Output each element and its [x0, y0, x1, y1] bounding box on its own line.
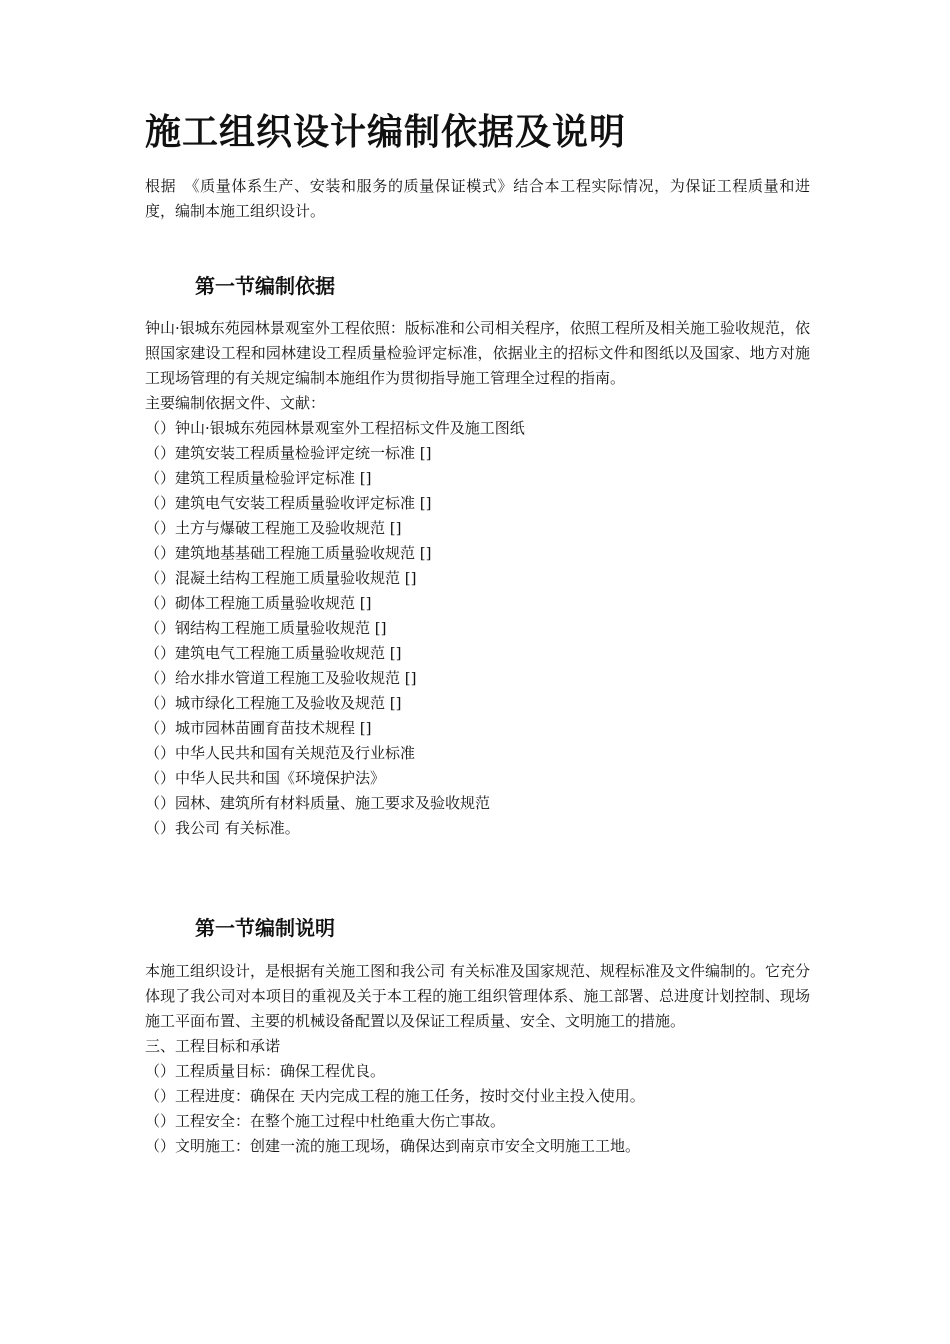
- goals-heading: 三、工程目标和承诺: [145, 1037, 281, 1055]
- list-item: （）建筑电气工程施工质量验收规范 []: [145, 644, 402, 662]
- list-item: （）钢结构工程施工质量验收规范 []: [145, 619, 387, 637]
- list-item: （）建筑安装工程质量检验评定统一标准 []: [145, 444, 432, 462]
- list-item: （）文明施工：创建一流的施工现场，确保达到南京市安全文明施工工地。: [145, 1137, 641, 1155]
- intro-block: [145, 174, 810, 224]
- basis-reference-list: [145, 416, 810, 841]
- list-item: （）中华人民共和国有关规范及行业标准: [145, 744, 416, 762]
- section-heading-basis: 第一节编制依据: [195, 274, 335, 298]
- list-item: （）建筑工程质量检验评定标准 []: [145, 469, 372, 487]
- notes-paragraph: 本施工组织设计，是根据有关施工图和我公司 有关标准及国家规范、规程标准及文件编制的。它充分体现了我公司对本项目的重视及关于本工程的施工组织管理体系、施工部署、总进度计划控制、现场施工平面布置、主要的机械设备配置以及保证工程质量、安全、文明施工的措施。: [145, 962, 810, 1030]
- list-item: （）城市绿化工程施工及验收及规范 []: [145, 694, 402, 712]
- document-title: 施工组织设计编制依据及说明: [145, 111, 627, 153]
- section-basis-body: [145, 316, 810, 841]
- list-item: （）工程安全：在整个施工过程中杜绝重大伤亡事故。: [145, 1112, 506, 1130]
- list-item: （）土方与爆破工程施工及验收规范 []: [145, 519, 402, 537]
- list-item: （）工程质量目标：确保工程优良。: [145, 1062, 386, 1080]
- list-item: （）给水排水管道工程施工及验收规范 []: [145, 669, 417, 687]
- intro-paragraph: 根据 《质量体系生产、安装和服务的质量保证模式》结合本工程实际情况，为保证工程质量和进度，编制本施工组织设计。: [145, 177, 810, 220]
- list-item: （）建筑电气安装工程质量验收评定标准 []: [145, 494, 432, 512]
- basis-list-intro: 主要编制依据文件、文献：: [145, 394, 326, 412]
- list-item: （）我公司 有关标准。: [145, 819, 300, 837]
- list-item: （）建筑地基基础工程施工质量验收规范 []: [145, 544, 432, 562]
- list-item: （）砌体工程施工质量验收规范 []: [145, 594, 372, 612]
- goals-list: [145, 1059, 810, 1159]
- list-item: （）工程进度：确保在 天内完成工程的施工任务，按时交付业主投入使用。: [145, 1087, 645, 1105]
- list-item: （）混凝土结构工程施工质量验收规范 []: [145, 569, 417, 587]
- section-heading-notes: 第一节编制说明: [195, 916, 335, 940]
- list-item: （）园林、建筑所有材料质量、施工要求及验收规范: [145, 794, 491, 812]
- list-item: （）钟山·银城东苑园林景观室外工程招标文件及施工图纸: [145, 419, 525, 437]
- basis-paragraph: 钟山·银城东苑园林景观室外工程依照：版标准和公司相关程序，依照工程所及相关施工验收规范，依照国家建设工程和园林建设工程质量检验评定标准，依据业主的招标文件和图纸以及国家、地方对施工现场管理的有关规定编制本施组作为贯彻指导施工管理全过程的指南。: [145, 319, 810, 387]
- list-item: （）中华人民共和国《环境保护法》: [145, 769, 386, 787]
- section-notes-body: [145, 959, 810, 1159]
- list-item: （）城市园林苗圃育苗技术规程 []: [145, 719, 372, 737]
